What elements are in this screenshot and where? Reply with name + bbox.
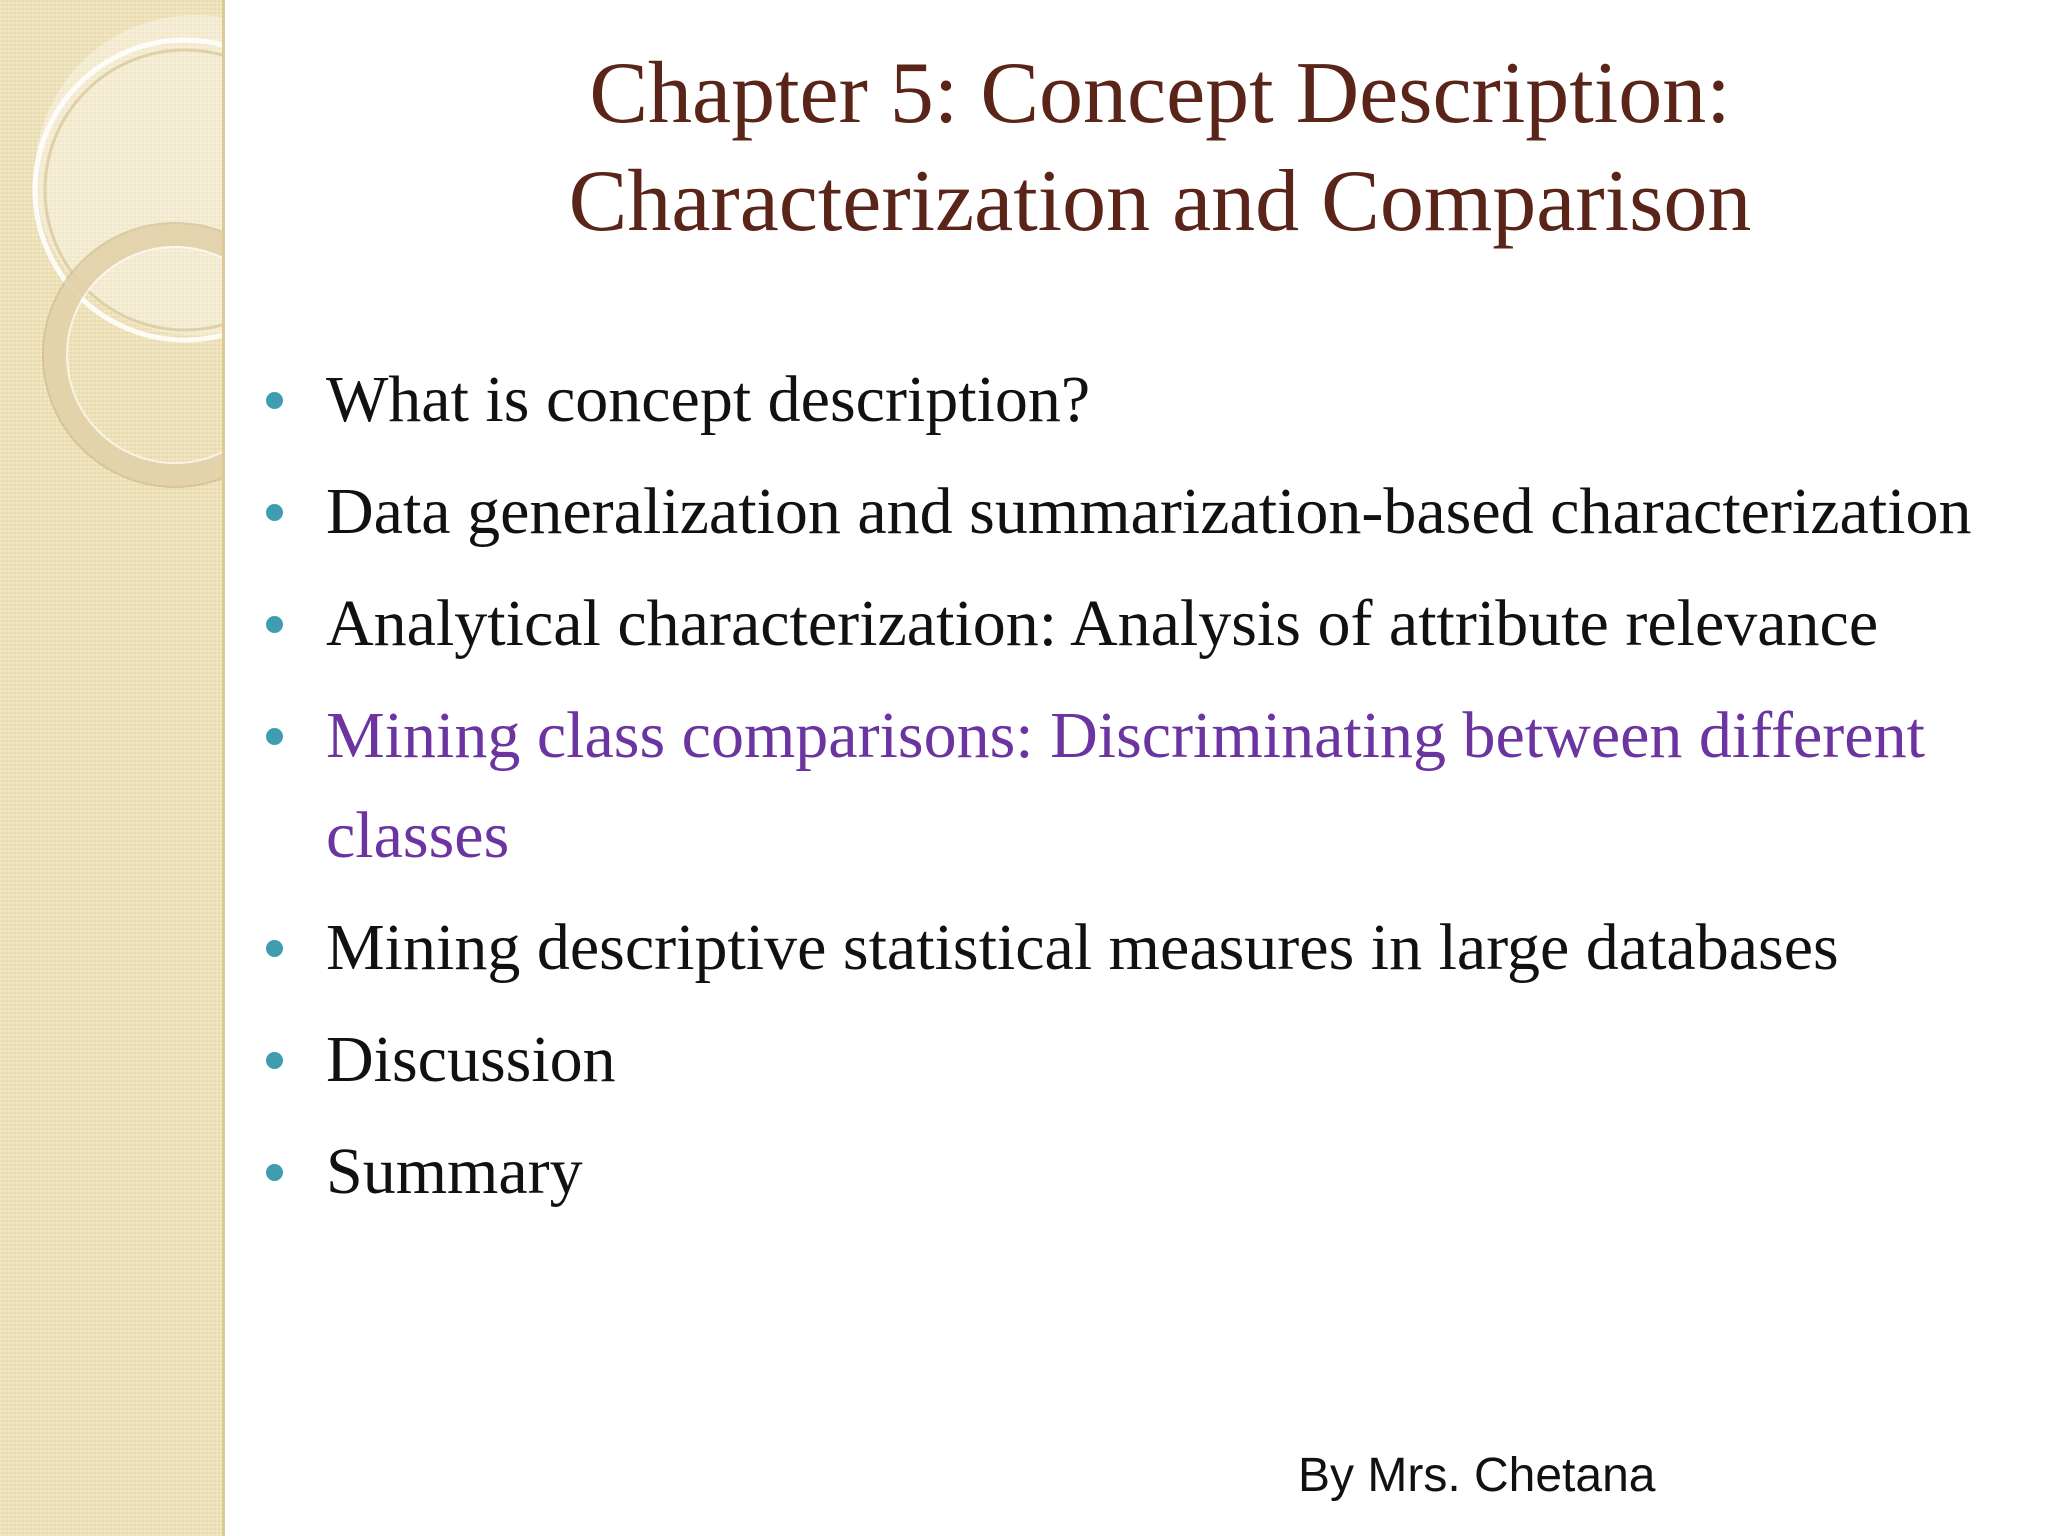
bullet-item-discussion: [260, 1010, 2030, 1110]
slide-title: [470, 40, 1850, 256]
bullet-list: [260, 350, 2030, 1234]
bullet-dot-icon: [266, 616, 283, 633]
title-line-1: Chapter 5: Concept Description:: [589, 45, 1731, 142]
bullet-dot-icon: [266, 940, 283, 957]
bullet-text: Summary: [326, 1135, 583, 1208]
bullet-text: Analytical characterization: Analysis of attribute relevance: [326, 587, 1879, 660]
bullet-text: Data generalization and summarization-based characterization: [326, 475, 1972, 548]
bullet-dot-icon: [266, 392, 283, 409]
bullet-item-data-generalization: [260, 462, 2030, 562]
bullet-dot-icon: [266, 1164, 283, 1181]
bullet-text: Mining descriptive statistical measures in large databases: [326, 911, 1839, 984]
author-credit: By Mrs. Chetana: [1298, 1449, 1656, 1502]
bullet-item-descriptive-statistics: [260, 898, 2030, 998]
bullet-item-concept-description: [260, 350, 2030, 450]
side-panel-edge: [222, 0, 225, 1536]
side-decoration-panel: [0, 0, 225, 1536]
bullet-text: Discussion: [326, 1023, 616, 1096]
bullet-text: Mining class comparisons: Discriminating between different classes: [326, 699, 1925, 872]
bullet-item-class-comparisons: [260, 686, 2030, 886]
bullet-dot-icon: [266, 728, 283, 745]
bullet-dot-icon: [266, 1052, 283, 1069]
bullet-dot-icon: [266, 504, 283, 521]
decorative-rings-icon: [0, 0, 225, 1536]
bullet-text: What is concept description?: [326, 363, 1091, 436]
title-line-2: Characterization and Comparison: [568, 153, 1752, 250]
bullet-item-analytical-characterization: [260, 574, 2030, 674]
bullet-item-summary: [260, 1122, 2030, 1222]
